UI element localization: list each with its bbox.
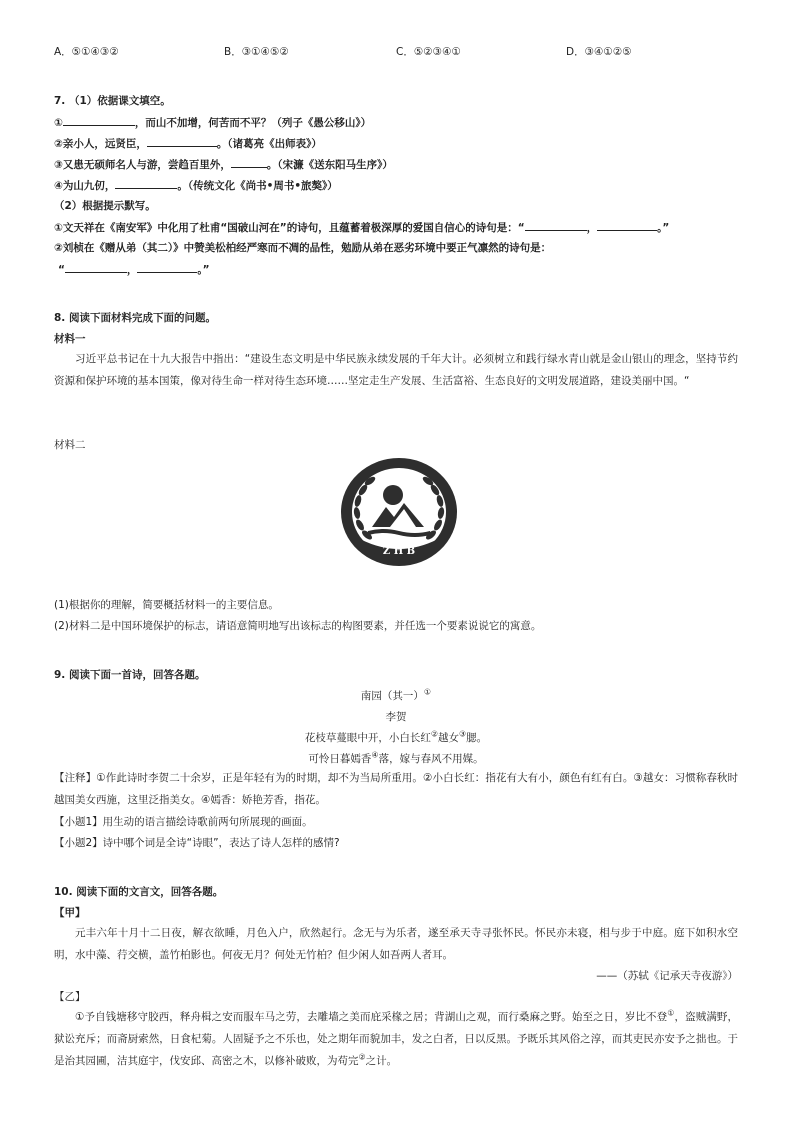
answer-blank[interactable] [231, 156, 267, 168]
environment-protection-logo [338, 455, 460, 569]
answer-blank[interactable] [115, 177, 177, 189]
text-yi-label: 【乙】 [54, 991, 86, 1003]
text-yi: ①予自钱塘移守胶西，释舟楫之安而服车马之劳，去雕墙之美而庇采椽之居；背湖山之观，而行桑麻之野。始至之日，岁比不登①，盗贼满野，狱讼充斥；而斋厨索然，日食杞菊。人固疑予之不乐也，处之期年而貌加丰，发之白者，日以反黑。予既乐其风俗之淳，而其吏民亦安予之拙也。于是治其园圃，洁其庭宇，伐安邱、高密之木，以修补破败，为苟完②之计。 [54, 1008, 739, 1067]
q9-title: 9. 阅读下面一首诗，回答各题。 [54, 669, 206, 681]
material-1-text: 习近平总书记在十九大报告中指出：“建设生态文明是中华民族永续发展的千年大计。必须树立和践行绿水青山就是金山银山的理念，坚持节约资源和保护环境的基本国策，像对待生命一样对待生态环境……坚定走生产发展、生活富裕、生态良好的文明发展道路，建设美丽中国。“ [54, 353, 738, 387]
q7-line-2: ②亲小人，远贤臣， 。（诸葛亮《出师表》） [54, 135, 322, 151]
poem-author: 李贺 [385, 711, 407, 723]
logo-letters: Z H B [382, 546, 416, 557]
q9-subquestion-2: 【小题2】诗中哪个词是全诗“诗眼”，表达了诗人怎样的感情? [54, 837, 340, 849]
q7-part-2: （2）根据提示默写。 [54, 200, 156, 212]
answer-blank[interactable] [525, 219, 587, 231]
material-1-label: 材料一 [54, 333, 86, 345]
q7-line-6: ②刘桢在《赠从弟（其二）》中赞美松柏经严寒而不凋的品性，勉励从弟在恶劣环境中要正气凛然的诗句是： [54, 242, 552, 254]
option-a: A．⑤①④③② [54, 46, 119, 58]
q9-subquestion-1: 【小题1】用生动的语言描绘诗歌前两句所展现的画面。 [54, 816, 313, 828]
q7-line-1: ① ，而山不加增，何苦而不平？（列子《愚公移山》） [54, 114, 371, 130]
text-jia: 元丰六年十月十二日夜，解衣欲睡，月色入户，欣然起行。念无与为乐者，遂至承天寺寻张怀民。怀民亦未寝，相与步于中庭。庭下如积水空明，水中藻、荇交横，盖竹柏影也。何夜无月？何处无竹柏？但少闲人如吾两人者耳。 [54, 927, 738, 961]
poem-line-2: 可怜日暮嫣香④落，嫁与春风不用媒。 [308, 750, 484, 765]
q8-subquestion-1: (1)根据你的理解，简要概括材料一的主要信息。 [54, 599, 279, 611]
q10-title: 10. 阅读下面的文言文，回答各题。 [54, 886, 224, 898]
q7-line-4: ④为山九仞， 。（传统文化《尚书•周书•旅獒》） [54, 177, 338, 193]
answer-blank[interactable] [65, 261, 127, 273]
answer-blank[interactable] [63, 114, 135, 126]
answer-blank[interactable] [597, 219, 657, 231]
poem-title: 南园（其一）① [360, 687, 432, 702]
text-jia-source: ——（苏轼《记承天寺夜游》） [596, 970, 738, 982]
q7-title: 7. （1）依据课文填空。 [54, 95, 171, 107]
poem-line-1: 花枝草蔓眼中开，小白长红②越女③腮。 [304, 729, 488, 744]
q7-line-7: “ ， 。” [58, 261, 210, 277]
material-2-label: 材料二 [54, 439, 86, 451]
poem-notes: 【注释】①作此诗时李贺二十余岁，正是年轻有为的时期，却不为当局所重用。②小白长红：指花有大有小，颜色有红有白。③越女：习惯称春秋时越国美女西施，这里泛指美女。④嫣香：娇艳芳香，指花。 [54, 772, 738, 806]
q8-title: 8. 阅读下面材料完成下面的问题。 [54, 312, 216, 324]
q7-line-3: ③又患无硕师名人与游，尝趋百里外， 。（宋濂《送东阳马生序》） [54, 156, 393, 172]
option-b: B．③①④⑤② [224, 46, 289, 58]
answer-blank[interactable] [137, 261, 197, 273]
text-jia-label: 【甲】 [54, 907, 86, 919]
option-d: D．③④①②⑤ [566, 46, 632, 58]
zhb-emblem-icon [338, 455, 460, 569]
q8-subquestion-2: (2)材料二是中国环境保护的标志，请语意简明地写出该标志的构图要素，并任选一个要素说说它的寓意。 [54, 620, 542, 632]
q7-line-5: ①文天祥在《南安军》中化用了杜甫“国破山河在”的诗句，且蕴蓄着极深厚的爱国自信心的诗句是：“ ， 。” [54, 219, 669, 235]
answer-blank[interactable] [147, 135, 217, 147]
option-c: C．⑤②③④① [396, 46, 461, 58]
